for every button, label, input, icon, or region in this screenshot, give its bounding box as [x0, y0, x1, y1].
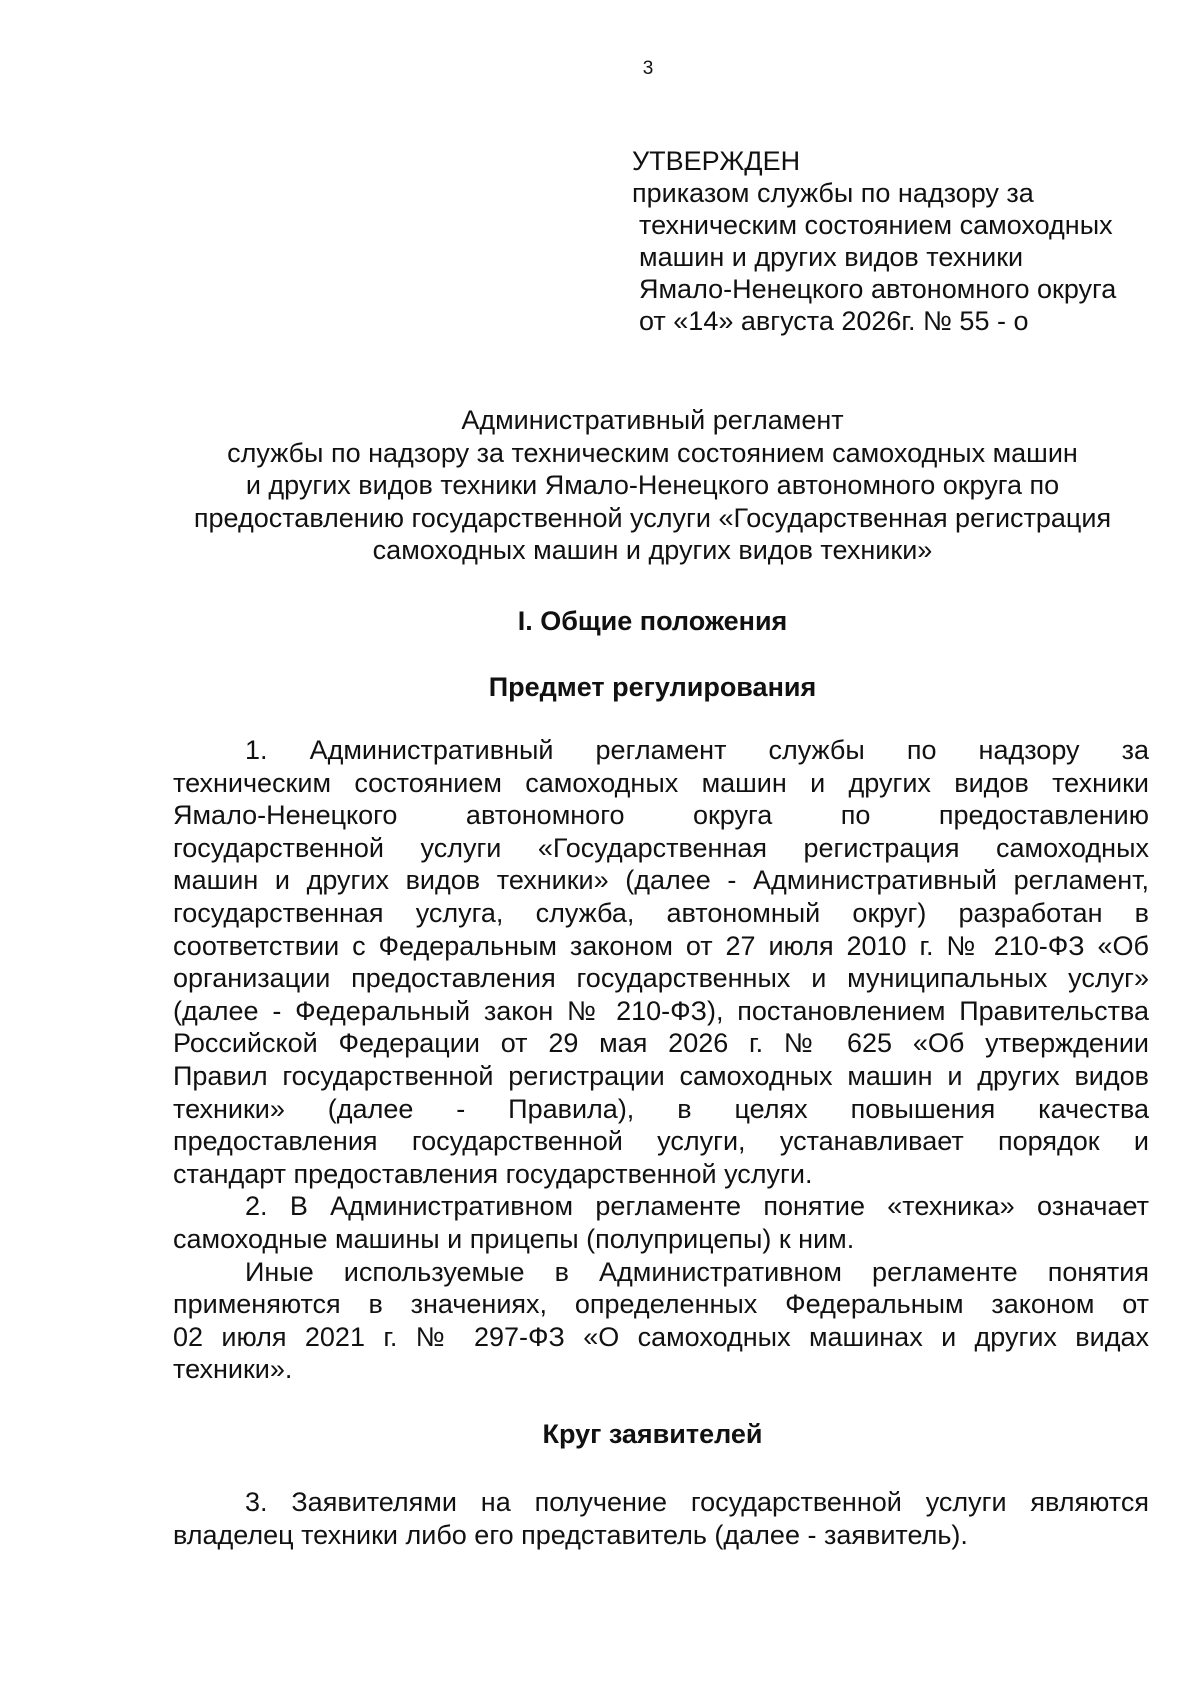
subsection-heading-subject: Предмет регулирования [488, 672, 817, 702]
text-line: государственной услуги «Государственная регистрация самоходных [173, 832, 1149, 863]
text-line: 02 июля 2021 г. № 297-ФЗ «О самоходных машинах и других видах [173, 1321, 1149, 1352]
text-line: 1. Административный регламент службы по надзору за [245, 735, 1149, 765]
approval-line: техническим состоянием самоходных [639, 210, 1113, 240]
approval-line: машин и других видов техники [639, 242, 1024, 272]
title-line: службы по надзору за техническим состоянием самоходных машин [227, 437, 1078, 468]
paragraph-1 [173, 734, 1149, 1190]
text-line: применяются в значениях, определенных Федеральным законом от [173, 1289, 1149, 1320]
title-line: самоходных машин и других видов техники» [372, 535, 933, 565]
text-line: государственная услуга, служба, автономный округ) разработан в [173, 897, 1149, 928]
paragraph-3 [173, 1486, 1149, 1551]
text-line: техники». [173, 1354, 293, 1385]
text-line: техническим состоянием самоходных машин и других видов техники [173, 767, 1149, 798]
document-title [160, 404, 1145, 567]
text-line: техники» (далее - Правила), в целях повышения качества [173, 1093, 1149, 1124]
title-line: предоставлению государственной услуги «Государственная регистрация [193, 502, 1112, 533]
subsection-heading-applicants: Круг заявителей [542, 1419, 763, 1449]
text-line: машин и других видов техники» (далее - Административный регламент, [173, 865, 1149, 896]
body-block-1 [173, 734, 1149, 1386]
text-line: 3. Заявителями на получение государственной услуги являются [245, 1487, 1149, 1517]
body-block-3 [173, 1486, 1149, 1551]
text-line: соответствии с Федеральным законом от 27 июля 2010 г. № 210-ФЗ «Об [173, 930, 1149, 961]
text-line: предоставления государственной услуги, устанавливает порядок и [173, 1126, 1149, 1157]
text-line: (далее - Федеральный закон № 210-ФЗ), постановлением Правительства [173, 995, 1149, 1026]
paragraph-2 [173, 1190, 1149, 1255]
title-line: и других видов техники Ямало-Ненецкого автономного округа по [245, 470, 1060, 500]
approval-title: УТВЕРЖДЕН [632, 146, 801, 176]
paragraph-2-continued [173, 1256, 1149, 1386]
title-line: Административный регламент [461, 405, 844, 435]
approval-line: Ямало-Ненецкого автономного округа [639, 274, 1117, 304]
text-line: Правил государственной регистрации самоходных машин и других видов [173, 1060, 1149, 1091]
page-number: 3 [642, 58, 654, 79]
text-line: самоходные машины и прицепы (полуприцепы) к ним. [173, 1223, 855, 1254]
text-line: владелец техники либо его представитель (далее - заявитель). [173, 1519, 968, 1550]
text-line: организации предоставления государственных и муниципальных услуг» [173, 963, 1149, 994]
approval-date-number: от «14» августа 2026г. № 55 - о [639, 306, 1029, 336]
approval-stamp [632, 145, 1152, 337]
text-line: Иные используемые в Административном регламенте понятия [245, 1256, 1149, 1287]
text-line: 2. В Административном регламенте понятие «техника» означает [245, 1191, 1149, 1222]
text-line: стандарт предоставления государственной услуги. [173, 1158, 813, 1189]
text-line: Российской Федерации от 29 мая 2026 г. № 625 «Об утверждении [173, 1028, 1149, 1059]
text-line: Ямало-Ненецкого автономного округа по предоставлению [173, 800, 1149, 831]
approval-line: приказом службы по надзору за [632, 178, 1034, 208]
section-heading: I. Общие положения [517, 606, 788, 636]
